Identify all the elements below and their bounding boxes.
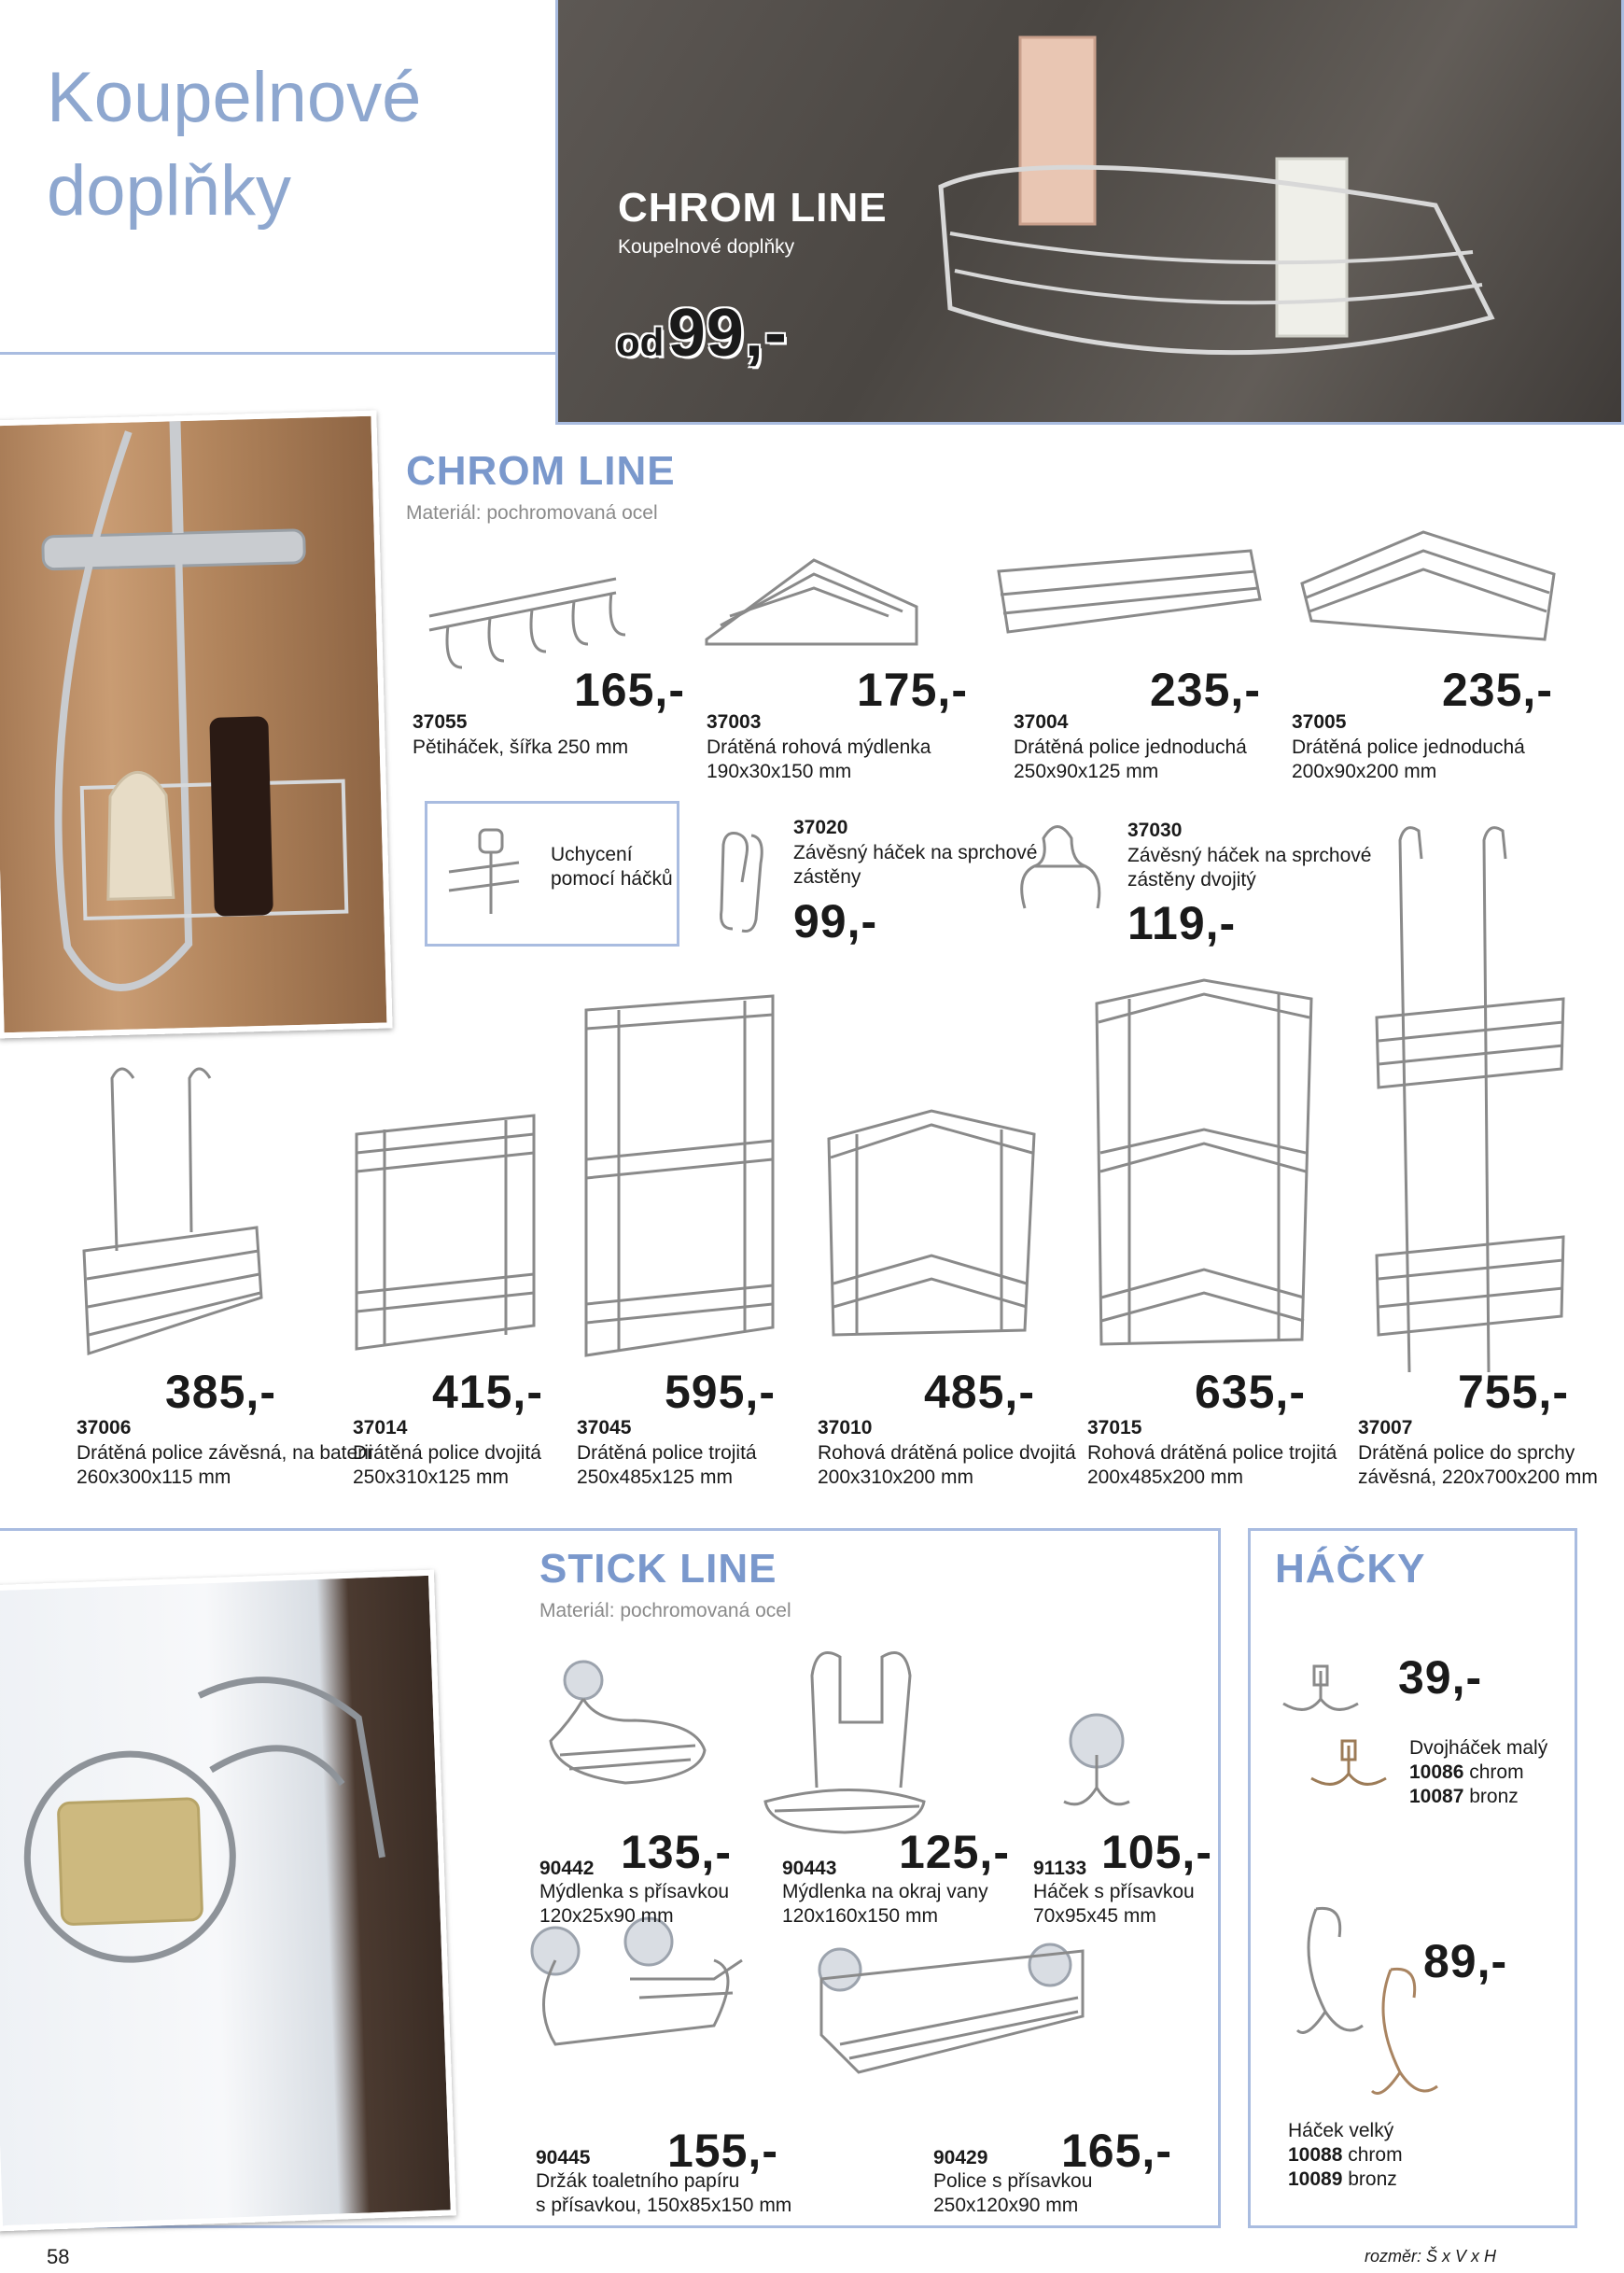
product-10086-code: 10086	[1409, 1761, 1464, 1783]
product-90443-price: 125,-	[899, 1826, 1010, 1878]
product-90429-image	[803, 1942, 1101, 2100]
product-90445-price: 155,-	[667, 2125, 778, 2177]
product-37020-code: 37020	[793, 817, 848, 838]
product-37020-price: 99,-	[793, 895, 878, 947]
product-37015-code: 37015	[1087, 1417, 1142, 1438]
product-37014-price: 415,-	[432, 1366, 543, 1418]
product-90445-image	[518, 1904, 751, 2072]
product-90445-desc: Držák toaletního papíru s přísavkou, 150x85x150 mm	[536, 2170, 792, 2216]
product-10087-image	[1297, 1741, 1400, 1797]
product-91133-desc: Háček s přísavkou 70x95x45 mm	[1033, 1881, 1195, 1927]
hero-heading: CHROM LINE	[618, 185, 888, 231]
title-divider	[0, 352, 556, 355]
product-37003-image	[702, 551, 926, 663]
product-10089-code: 10089	[1288, 2168, 1343, 2190]
page-number: 58	[47, 2245, 70, 2268]
chrom-line-heading: CHROM LINE	[406, 448, 676, 494]
product-91133-image	[1045, 1708, 1148, 1830]
chrom-line-material: Materiál: pochromovaná ocel	[406, 502, 658, 524]
product-37007-desc: Drátěná police do sprchy závěsná, 220x700x200 mm	[1358, 1442, 1598, 1488]
product-37045-image	[577, 991, 782, 1365]
size-note: rozměr: Š x V x H	[1365, 2247, 1497, 2266]
product-90429-desc: Police s přísavkou 250x120x90 mm	[933, 2170, 1093, 2216]
product-37010-code: 37010	[818, 1417, 873, 1438]
product-90429-price: 165,-	[1061, 2125, 1172, 2177]
product-37014-code: 37014	[353, 1417, 408, 1438]
product-90442-desc: Mýdlenka s přísavkou 120x25x90 mm	[539, 1881, 730, 1927]
product-37015-price: 635,-	[1195, 1366, 1306, 1418]
product-37003-price: 175,-	[857, 664, 968, 716]
hero-price	[616, 295, 788, 372]
product-10088-variant	[1288, 2143, 1403, 2168]
product-10088-finish: chrom	[1348, 2144, 1403, 2166]
product-37015-desc: Rohová drátěná police trojitá 200x485x200 mm	[1087, 1442, 1337, 1488]
stick-line-heading: STICK LINE	[539, 1546, 777, 1592]
soap-dish-illustration	[0, 1576, 451, 2225]
mounting-note-text: Uchycení pomocí háčků	[551, 844, 673, 890]
product-90445-code: 90445	[536, 2147, 591, 2168]
hero-price-prefix: od	[616, 320, 665, 364]
product-10086-image	[1269, 1666, 1372, 1722]
product-37055-price: 165,-	[574, 664, 685, 716]
product-small-hook-title: Dvojháček malý	[1409, 1737, 1548, 1759]
product-37004-code: 37004	[1014, 711, 1069, 733]
hero-price-value: 99,-	[667, 296, 788, 371]
product-37030-image	[1015, 820, 1109, 922]
product-37010-desc: Rohová drátěná police dvojitá 200x310x200 mm	[818, 1442, 1076, 1488]
product-10087-variant	[1409, 1785, 1519, 1809]
hook-mount-icon	[444, 821, 528, 923]
product-37045-price: 595,-	[665, 1366, 776, 1418]
product-37055-image	[420, 560, 644, 672]
product-37003-code: 37003	[707, 711, 762, 733]
product-10089-finish: bronz	[1348, 2168, 1397, 2190]
product-37014-image	[347, 1111, 543, 1363]
shower-photo	[0, 411, 393, 1039]
product-10089-variant	[1288, 2168, 1397, 2192]
hero-subheading: Koupelnové doplňky	[618, 236, 795, 258]
product-10086-finish: chrom	[1469, 1761, 1524, 1783]
product-10087-code: 10087	[1409, 1786, 1464, 1807]
mounting-note-box	[425, 801, 679, 947]
product-37020-image	[714, 826, 770, 938]
product-37006-price: 385,-	[165, 1366, 276, 1418]
product-small-hook-price: 39,-	[1398, 1651, 1483, 1704]
product-37010-price: 485,-	[924, 1366, 1035, 1418]
product-37045-code: 37045	[577, 1417, 632, 1438]
product-90443-desc: Mýdlenka na okraj vany 120x160x150 mm	[782, 1881, 988, 1927]
product-37030-desc: Závěsný háček na sprchové zástěny dvojitý	[1127, 845, 1372, 891]
product-90443-image	[761, 1638, 929, 1844]
product-37004-price: 235,-	[1150, 664, 1261, 716]
product-37006-desc: Drátěná police závěsná, na baterii 260x300x115 mm	[77, 1442, 373, 1488]
product-37055-code: 37055	[413, 711, 468, 733]
product-large-hook-price: 89,-	[1423, 1935, 1508, 1987]
product-37005-image	[1293, 527, 1563, 649]
shower-photo-illustration	[0, 416, 386, 1033]
product-37030-price: 119,-	[1127, 897, 1237, 949]
product-90442-price: 135,-	[621, 1826, 732, 1878]
product-37007-price: 755,-	[1458, 1366, 1569, 1418]
product-91133-code: 91133	[1033, 1858, 1087, 1879]
product-37030-code: 37030	[1127, 820, 1183, 841]
product-37014-desc: Drátěná police dvojitá 250x310x125 mm	[353, 1442, 541, 1488]
hacky-heading: HÁČKY	[1275, 1546, 1426, 1592]
product-90442-code: 90442	[539, 1858, 595, 1879]
product-37004-image	[989, 543, 1269, 655]
product-large-hook-title: Háček velký	[1288, 2120, 1394, 2141]
product-37005-price: 235,-	[1442, 664, 1553, 716]
stick-line-material: Materiál: pochromovaná ocel	[539, 1600, 791, 1621]
soap-dish-photo	[0, 1570, 456, 2232]
product-37007-image	[1358, 821, 1573, 1382]
product-37055-desc: Pětiháček, šířka 250 mm	[413, 737, 629, 758]
product-37010-image	[819, 1106, 1043, 1349]
product-90442-image	[541, 1657, 709, 1806]
product-37004-desc: Drátěná police jednoduchá 250x90x125 mm	[1014, 737, 1247, 782]
product-10087-finish: bronz	[1469, 1786, 1519, 1807]
product-37045-desc: Drátěná police trojitá 250x485x125 mm	[577, 1442, 757, 1488]
product-90443-code: 90443	[782, 1858, 837, 1879]
product-91133-price: 105,-	[1101, 1826, 1212, 1878]
page-title: Koupelnové doplňky	[47, 58, 422, 231]
product-10086-variant	[1409, 1761, 1524, 1785]
product-37015-image	[1087, 975, 1321, 1358]
product-37005-desc: Drátěná police jednoduchá 200x90x200 mm	[1292, 737, 1525, 782]
product-37007-code: 37007	[1358, 1417, 1413, 1438]
product-37003-desc: Drátěná rohová mýdlenka 190x30x150 mm	[707, 737, 931, 782]
product-37005-code: 37005	[1292, 711, 1347, 733]
product-37006-code: 37006	[77, 1417, 132, 1438]
product-10088-code: 10088	[1288, 2144, 1343, 2166]
product-90429-code: 90429	[933, 2147, 988, 2168]
product-37020-desc: Závěsný háček na sprchové zástěny	[793, 842, 1038, 888]
product-37006-image	[79, 1064, 266, 1363]
